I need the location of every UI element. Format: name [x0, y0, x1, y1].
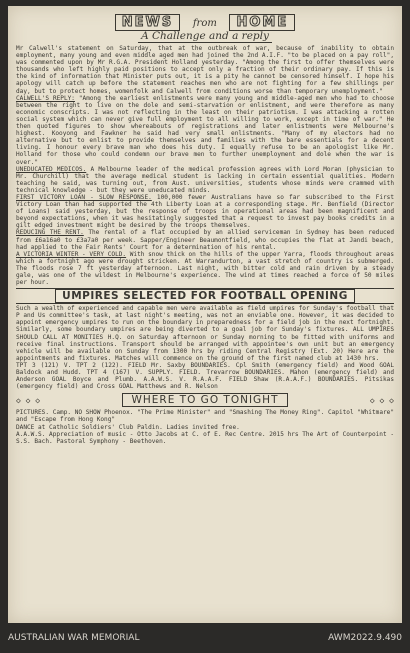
- diamond-ornament-left: ◇ ◇ ◇: [16, 395, 41, 405]
- go-line-dance: DANCE at Catholic Soldiers' Club Paldin. Ladies invited free.: [16, 423, 240, 431]
- umpires-body: Such a wealth of experienced and capable men were available as field umpires for Sunday's football that P and Us committee's task, at last night's meeting, was not an enviable one. However, it was decided to appoint emergency umpires to run on the boundary in preparedness for a field job in the next fortnight. Similarly, some boundary umpires are being diverted to a goal job for Sunday's fixtures. ALL UMPIRES SHOULD CALL AT MONITIES H.Q. on Saturday afternoon or Sunday morning to be fitted with uniforms and receive final instructions. Transport should be arranged with appointee's own unit but an emergency vehicle will be available on Sunday from 1300 hrs by riding Central Registry (Ext. 20) Here are the appointments and fixtures. Matches will commence on the ground of the first named club at 1430 hrs.: [16, 305, 394, 362]
- article-paragraph: [16, 95, 394, 166]
- article-text: Mr Calwell's statement on Saturday, that at the outbreak of war, because of inability to obtain employment, many young and even middle aged men had joined the 2nd A.I.F. "to be placed on a pay roll", was commented upon by Mr R.G.A. President Holland yesterday. "Among the first to offer themselves were thousands who left highly paid positions to accept only a fraction of their ordinary pay. If this is the kind of information that Minister puts out, it is a pity he cannot be censored himself. I hope his apology will catch up before the statement reaches men who are not fighting for a few shillings per day, but to protect homes, womenfolk and Calwell from conditions worse than temporary unemployment.": [16, 45, 394, 95]
- umpires-banner: UMPIRES SELECTED FOR FOOTBALL OPENING: [16, 288, 394, 304]
- article-text: With snow thick on the hills of the upper Yarra, floods throughout areas which a fortnight ago were drought stricken. At Warrandurton, a vast stretch of country is submerged. The floods rose 7 ft yesterday afternoon. Last night, with bitter cold and rain driven by a steady gale, was one of the wildest in Melbourne's experience. The wind at times reached a force of 50 miles per hour.: [16, 250, 394, 287]
- article-paragraph: [16, 45, 394, 95]
- masthead-home: HOME: [229, 14, 295, 31]
- article-paragraph: [16, 229, 394, 250]
- article-lead: UNEDUCATED MEDICOS.: [16, 165, 87, 173]
- article-lead: REDUCING THE RENT.: [16, 229, 84, 237]
- newsletter-page: [8, 6, 402, 623]
- masthead-news: NEWS: [115, 14, 180, 31]
- archive-footer: [0, 623, 410, 653]
- where-to-go-title: WHERE TO GO TONIGHT: [122, 393, 287, 407]
- masthead-from: from: [192, 18, 217, 29]
- article-paragraph: [16, 166, 394, 194]
- subtitle: A Challenge and a reply: [16, 30, 394, 42]
- article-text: 100,000 fewer Australians have so far subscribed to the First Victory Loan than had supported the 4th Liberty Loan at a corresponding stage. Mr. Benfield (Director of Loans) said yesterday, but the response of troops in operational areas had been magnificent and beyond expectations, when it was hesitatingly suggested that a request to invest pay books credits in a gilt edged investment might be desired by the troops themselves.: [16, 193, 394, 230]
- go-line-music: A.A.W.S. Appreciation of music - Otto Jacobs at C. of E. Rec Centre. 2015 hrs The Art of Counterpoint - S.S. Bach. Pastoral Symphony - Beethoven.: [16, 430, 394, 445]
- article-text: "Among the earliest enlistments were many young and middle-aged men who had to choose between the right to live on the dole and semi-starvation or enlistment, and were therefore as many economic conscripts. I was not reflecting in the least on their patriotism. I was attacking a rotten social system which can never give full employment to all willing to work, except in time of war." He then quoted figures to show whereabouts of registrations and later enlistments were Melbourne's highest. Kooyong and Fawkner he said had very small enlistments. "Many of my electors had no alternative but to enlist to provide themselves and families with the bare essentials for a decent living. I honour every brave man who does his duty. I equally refuse to be an apologist like Mr. Holland for those who could condemn our brave men to further unemployment and dole when the war is over.": [16, 94, 394, 166]
- umpires-fixtures: TPT 3 (121) V. TPT 2 (122). FIELD Mr. Saxby BOUNDARIES. Cpl Smith (emergency field) and Wood GOAL Baldock and Hudd. TPT 4 (167) V. SUPPLY. FIELD. Trevarrow BOUNDARIES. Mahon (emergency field) and Anderson GOAL Boyce and Plumb. A.A.W.S. V. R.A.A.F. FIELD Shaw (R.A.A.F.) BOUNDARIES. Pitsikas (emergency field) and Cross GOAL Matthews and R. Nelson: [16, 361, 394, 391]
- article-paragraph: [16, 251, 394, 286]
- article-lead: FIRST VICTORY LOAN - SLOW RESPONSE.: [16, 193, 152, 201]
- articles: [16, 45, 394, 286]
- article-lead: A VICTORIA WINTER - VERY COLD.: [16, 250, 127, 258]
- article-paragraph: [16, 194, 394, 229]
- archive-credit: AUSTRALIAN WAR MEMORIAL: [8, 633, 140, 643]
- where-to-go-heading: [16, 393, 394, 407]
- diamond-ornament-right: ◇ ◇ ◇: [369, 395, 394, 405]
- masthead: [16, 11, 394, 29]
- article-text: A Melbourne leader of the medical profession agrees with Lord Moran (physician to Mr. Churchill) that the average medical student is lacking in certain essential qualities. Modern teaching he said, was turning out, from Aust. universities, students whose minds were crammed with technical knowledge - but they were uneducated minds.: [16, 165, 394, 194]
- article-text: The rental of a flat occupied by an allied serviceman in Sydney has been reduced from £6a16a0 to £3a7a0 per week. Sapper/Engineer Beaumontfield, who occupies the flat at Jandi beach, had applied to the Fair Rents' Court for a determination of his rental.: [16, 229, 394, 251]
- go-line-pictures: PICTURES. Camp. NO SHOW Phoenox. "The Prime Minister" and "Smashing The Money Ring". Capitol "Whitmare" and "Escape from Hong Kong": [16, 409, 394, 424]
- article-lead: CALWELL'S REPLY:: [16, 94, 75, 102]
- archive-id: AWM2022.9.490: [328, 633, 402, 643]
